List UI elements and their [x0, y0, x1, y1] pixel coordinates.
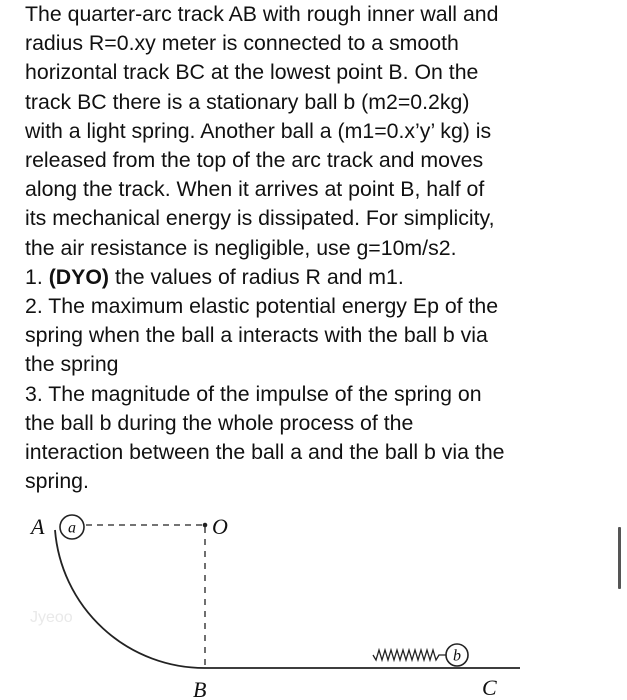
intro-line-2: radius R=0.xy meter is connected to a smooth [25, 31, 459, 56]
ball-a [60, 515, 84, 539]
point-a-label: A [31, 514, 45, 539]
watermark-text: Jyeoo [30, 609, 73, 626]
question-2-line-1: 2. The maximum elastic potential energy Ep of the [25, 294, 499, 319]
question-1-text: the values of radius R and m1. [114, 264, 404, 289]
point-c-label: C [482, 675, 497, 700]
spring [373, 650, 446, 660]
ball-b [446, 644, 468, 666]
intro-line-3: horizontal track BC at the lowest point B. On the [25, 60, 479, 85]
center-point-o [203, 523, 208, 528]
scrollbar-thumb[interactable] [618, 527, 621, 589]
point-b-label: B [193, 677, 207, 700]
question-3-line-1: 3. The magnitude of the impulse of the spring on [25, 381, 482, 406]
question-3-line-3: interaction between the ball a and the ball b via the [25, 440, 505, 465]
question-3-line-2: the ball b during the whole process of the [25, 410, 414, 435]
intro-line-6: released from the top of the arc track and moves [25, 148, 484, 173]
arc-track [55, 530, 205, 668]
intro-line-1: The quarter-arc track AB with rough inner wall and [25, 2, 499, 26]
intro-line-9: the air resistance is negligible, use g=10m/s2. [25, 235, 457, 260]
question-2-line-3: the spring [25, 352, 119, 377]
intro-line-4: track BC there is a stationary ball b (m2=0.2kg) [25, 89, 470, 114]
question-1 [25, 263, 605, 292]
intro-line-5: with a light spring. Another ball a (m1=0.x’y’ kg) is [25, 118, 492, 143]
track-diagram [0, 505, 627, 700]
point-o-label: O [212, 514, 228, 539]
question-2-line-2: spring when the ball a interacts with the ball b via [25, 323, 488, 348]
problem-text [25, 0, 605, 496]
intro-line-8: its mechanical energy is dissipated. For simplicity, [25, 206, 495, 231]
intro-line-7: along the track. When it arrives at point B, half of [25, 177, 485, 202]
ball-a-label: a [68, 519, 76, 537]
question-1-number: 1. [25, 264, 43, 289]
question-3-line-4: spring. [25, 469, 89, 494]
question-1-tag: (DYO) [48, 264, 110, 289]
ball-b-label: b [453, 647, 461, 665]
